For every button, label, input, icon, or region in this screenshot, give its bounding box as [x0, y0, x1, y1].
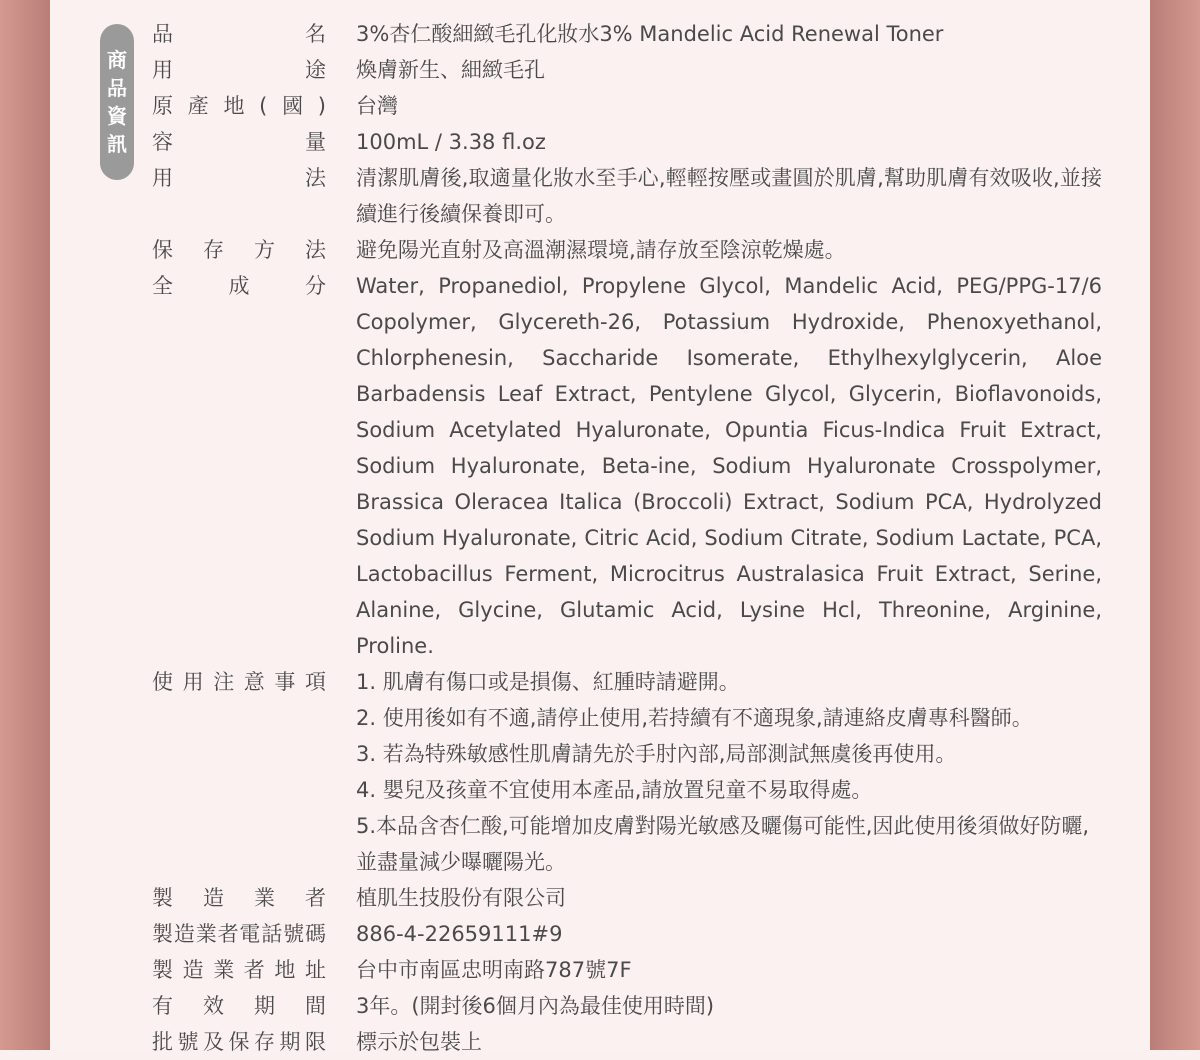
spec-label: 原產地(國): [152, 94, 326, 118]
spec-label: 製造業者地址: [152, 958, 326, 982]
precaution-item: 2. 使用後如有不適,請停止使用,若持續有不適現象,請連絡皮膚專科醫師。: [356, 706, 1033, 730]
tag-char: 品: [107, 76, 127, 100]
precaution-item: 1. 肌膚有傷口或是損傷、紅腫時請避開。: [356, 670, 740, 694]
spec-row-manufacturer-phone: [152, 916, 1102, 952]
tag-char: 資: [107, 104, 127, 128]
spec-row-product-name: [152, 16, 1102, 52]
spec-row-batch: [152, 1024, 1102, 1060]
spec-value: 100mL / 3.38 fl.oz: [356, 130, 546, 154]
precaution-item: 4. 嬰兒及孩童不宜使用本產品,請放置兒童不易取得處。: [356, 778, 873, 802]
spec-label: 用法: [152, 166, 326, 190]
spec-value: 台灣: [356, 94, 398, 118]
precaution-item: 5.本品含杏仁酸,可能增加皮膚對陽光敏感及曬傷可能性,因此使用後須做好防曬,並盡量減少曝曬陽光。: [356, 814, 1090, 874]
spec-row-manufacturer-address: [152, 952, 1102, 988]
spec-row-usage: [152, 160, 1102, 232]
spec-value: 3年。(開封後6個月內為最佳使用時間): [356, 994, 715, 1018]
spec-value: 886-4-22659111#9: [356, 922, 563, 946]
spec-label: 批號及保存期限: [152, 1030, 326, 1054]
spec-value: 清潔肌膚後,取適量化妝水至手心,輕輕按壓或畫圓於肌膚,幫助肌膚有效吸收,並接續進行後續保養即可。: [356, 166, 1102, 226]
spec-row-volume: [152, 124, 1102, 160]
spec-label: 保存方法: [152, 238, 326, 262]
precautions-list-wrap: [356, 664, 1102, 880]
spec-value: 台中市南區忠明南路787號7F: [356, 958, 632, 982]
spec-label: 使用注意事項: [152, 670, 326, 694]
spec-label: 用途: [152, 58, 326, 82]
right-border-band: [1150, 0, 1200, 1050]
precaution-item: 3. 若為特殊敏感性肌膚請先於手肘內部,局部測試無虞後再使用。: [356, 742, 957, 766]
spec-value: 植肌生技股份有限公司: [356, 886, 566, 910]
spec-value: 標示於包裝上: [356, 1030, 482, 1054]
spec-label: 製造業者電話號碼: [152, 922, 326, 946]
spec-row-precautions: [152, 664, 1102, 880]
tag-char: 訊: [107, 132, 127, 156]
spec-label: 容量: [152, 130, 326, 154]
spec-row-ingredients: [152, 268, 1102, 664]
spec-label: 製造業者: [152, 886, 326, 910]
product-info-tag: [100, 24, 134, 180]
spec-value: 煥膚新生、細緻毛孔: [356, 58, 545, 82]
spec-label: 全成分: [152, 274, 326, 298]
spec-row-origin: [152, 88, 1102, 124]
spec-table: [152, 16, 1102, 1060]
spec-row-manufacturer: [152, 880, 1102, 916]
spec-row-storage: [152, 232, 1102, 268]
spec-label: 有效期間: [152, 994, 326, 1018]
spec-label: 品名: [152, 22, 326, 46]
spec-value: 3%杏仁酸細緻毛孔化妝水3% Mandelic Acid Renewal Toner: [356, 22, 944, 46]
ingredients-text: Water, Propanediol, Propylene Glycol, Mandelic Acid, PEG/PPG-17/6 Copolymer, Glycereth-26, Potassium Hydroxide, Phenoxyethanol, Chlorphenesin, Saccharide Isomerate, Ethylhexylglycerin, Aloe Barbadensis Leaf Extract, Pentylene Glycol, Glycerin, Bioflavonoids, Sodium Acetylated Hyaluronate, Opuntia Ficus-Indica Fruit Extract, Sodium Hyaluronate, Beta-ine, Sodium Hyaluronate Crosspolymer, Brassica Oleracea Italica (Broccoli) Extract, Sodium PCA, Hydrolyzed Sodium Hyaluronate, Citric Acid, Sodium Citrate, Sodium Lactate, PCA, Lactobacillus Ferment, Microcitrus Australasica Fruit Extract, Serine, Alanine, Glycine, Glutamic Acid, Lysine Hcl, Threonine, Arginine, Proline.: [356, 274, 1102, 658]
spec-row-shelf-life: [152, 988, 1102, 1024]
precautions-list: [356, 664, 1102, 880]
spec-row-purpose: [152, 52, 1102, 88]
spec-value: 避免陽光直射及高溫潮濕環境,請存放至陰涼乾燥處。: [356, 238, 846, 262]
tag-char: 商: [107, 48, 127, 72]
left-border-band: [0, 0, 50, 1050]
